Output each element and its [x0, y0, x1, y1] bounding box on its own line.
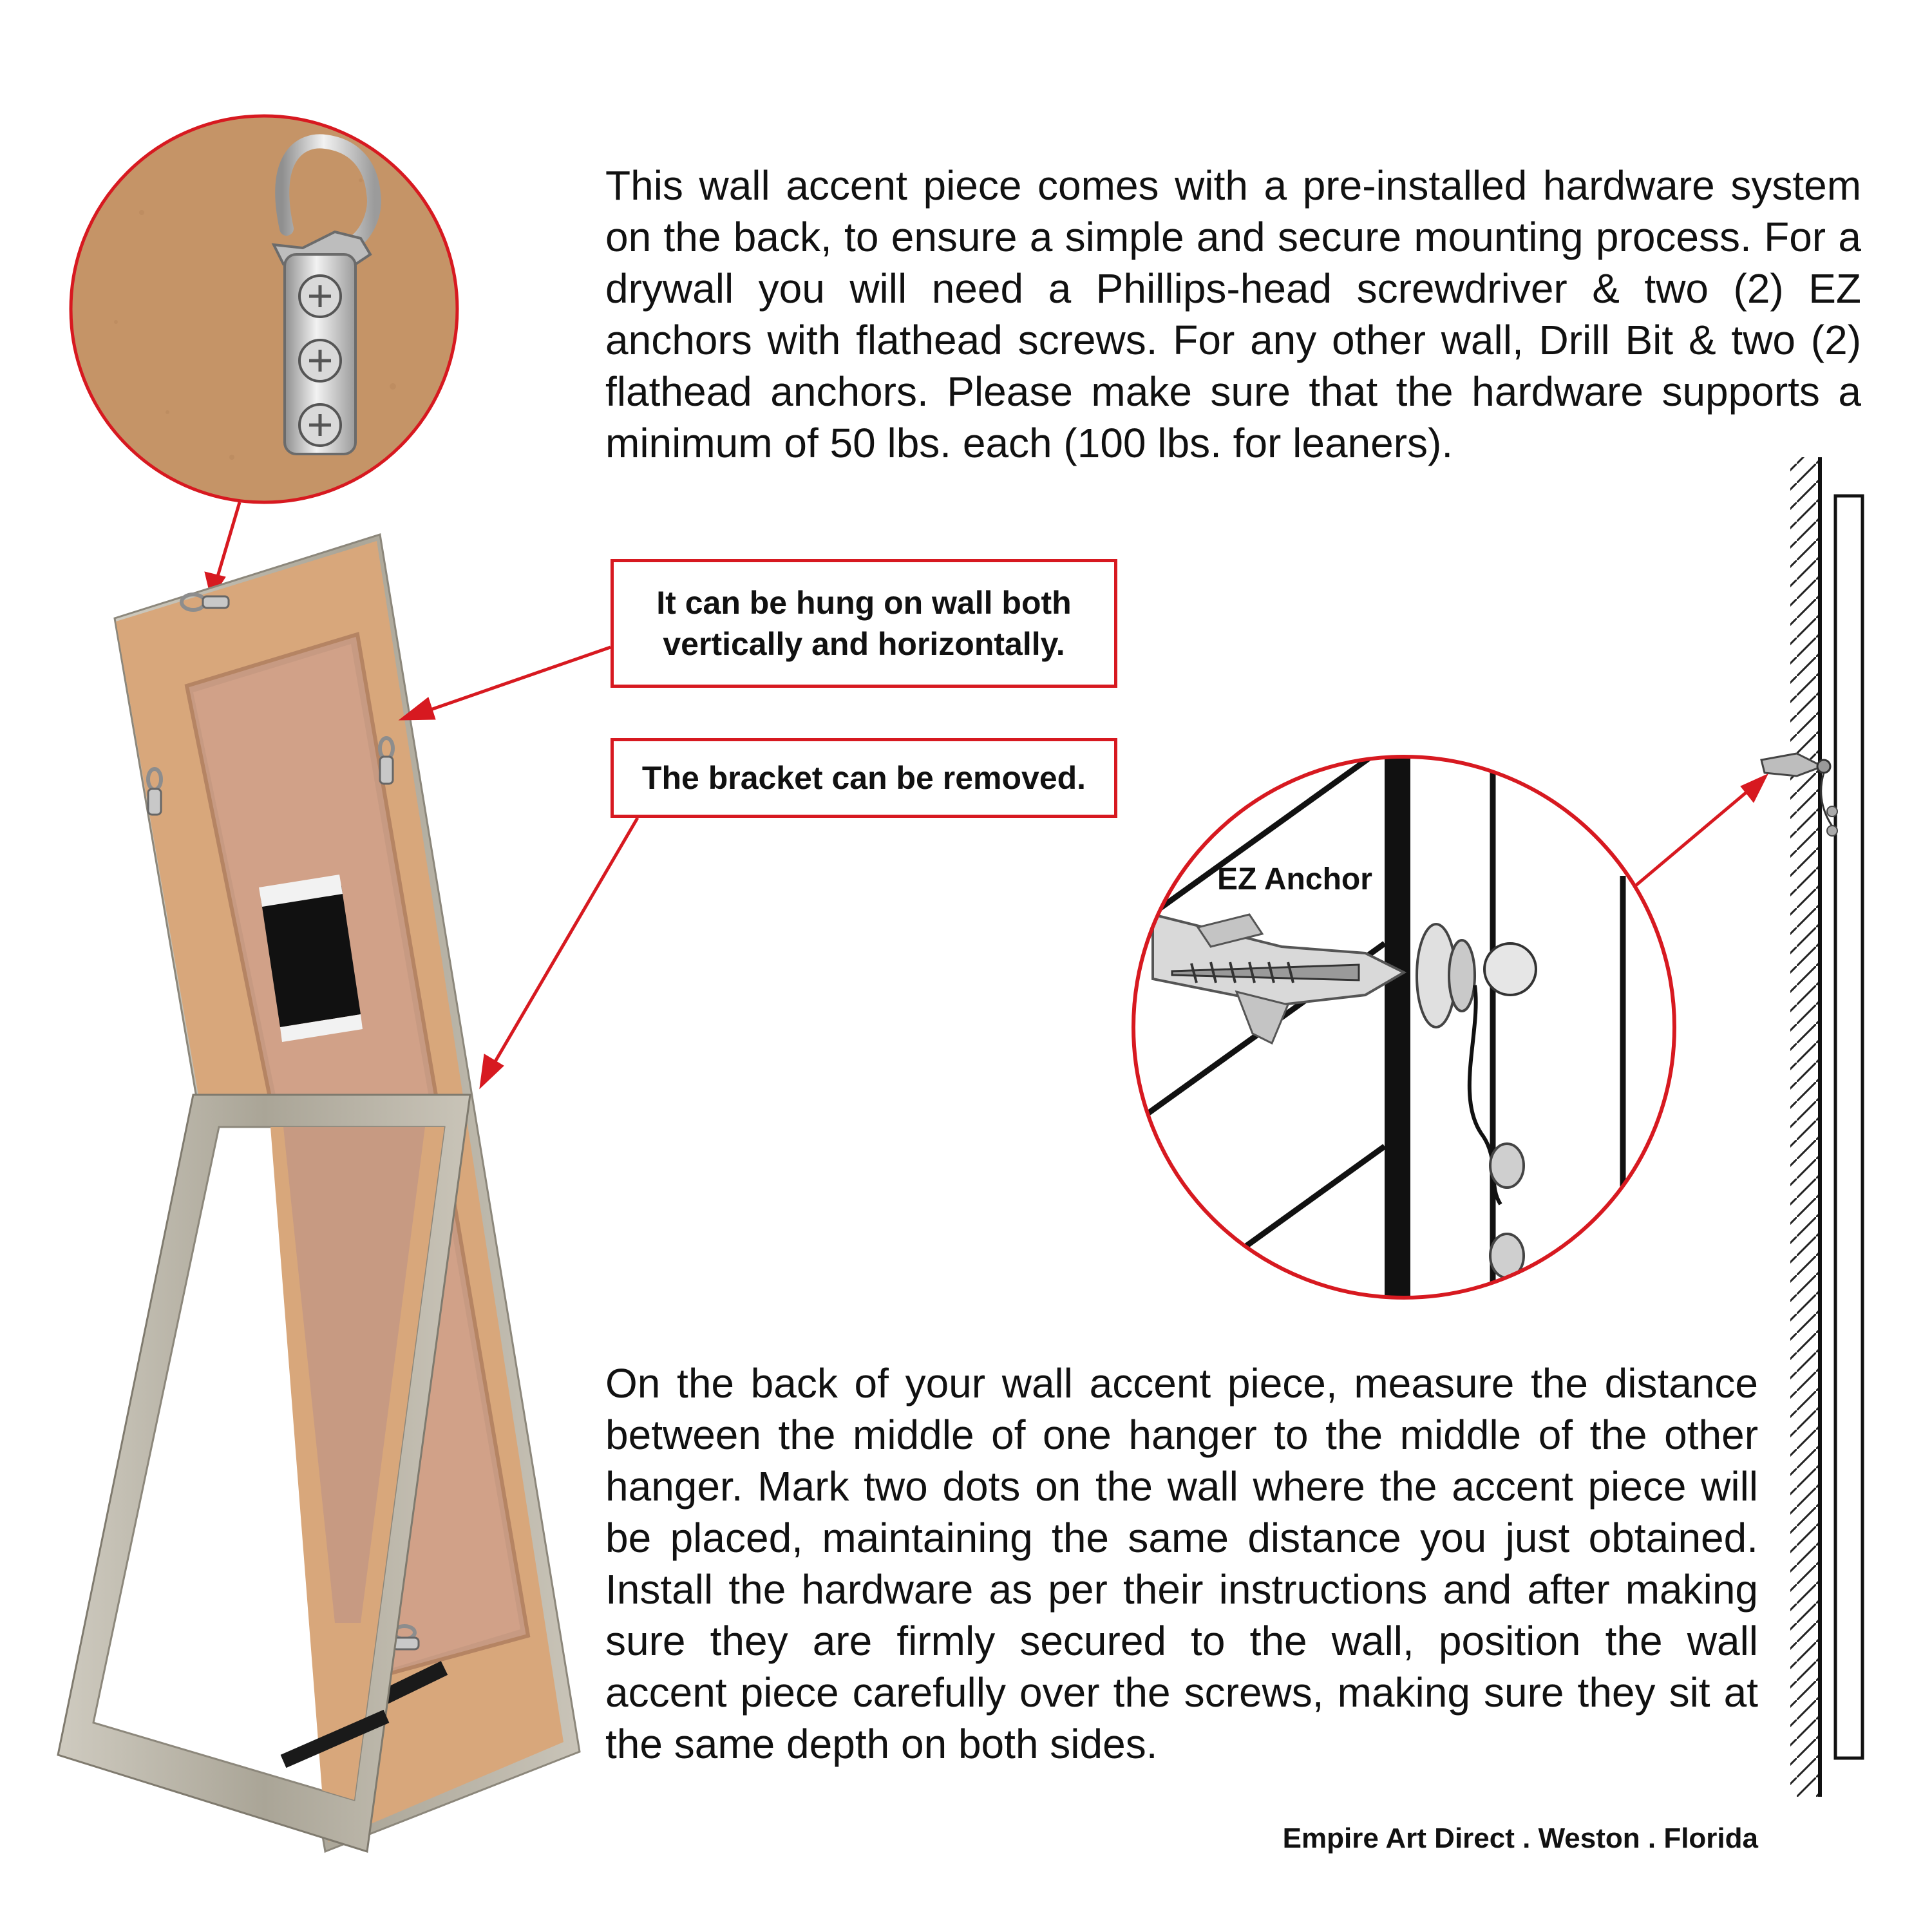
ez-anchor-detail-circle [1133, 747, 1674, 1314]
company-footer: Empire Art Direct . Weston . Florida [1282, 1823, 1758, 1854]
wall-section-icon [1761, 457, 1862, 1797]
instructions-top-paragraph: This wall accent piece comes with a pre-installed hardware system on the back, to ensure a simple and secure mounting process. For a drywall you will need a Phillips-head screwdriver & two (2) EZ anchors with flathead screws. For any other wall, Drill Bit & two (2) flathead anchors. Please make sure that the hardware supports a minimum of 50 lbs. each (100 lbs. for leaners). [605, 162, 1861, 466]
hanger-closeup-circle [64, 109, 464, 509]
arrow-to-wall-anchor [1636, 774, 1768, 886]
arrow-hang-orientation [399, 647, 611, 720]
instructions-bottom-paragraph: On the back of your wall accent piece, measure the distance between the middle of one hanger to the middle of the other hanger. Mark two dots on the wall where the accent piece will be placed, maintaining the same distance you just obtained. Install the hardware as per their instructions and after making sure they are firmly secured to the wall, position the wall accent piece carefully over the screws, making sure they sit at the same depth on both sides. [605, 1360, 1758, 1767]
callout-hang-orientation-text: It can be hung on wall both vertically and horizontally. [656, 585, 1072, 662]
ez-anchor-label: EZ Anchor [1217, 862, 1372, 896]
callout-bracket-removable [611, 738, 1117, 818]
callout-bracket-removable-text: The bracket can be removed. [641, 760, 1086, 796]
callout-hang-orientation [611, 559, 1117, 688]
arrow-bracket-removable [480, 818, 638, 1088]
